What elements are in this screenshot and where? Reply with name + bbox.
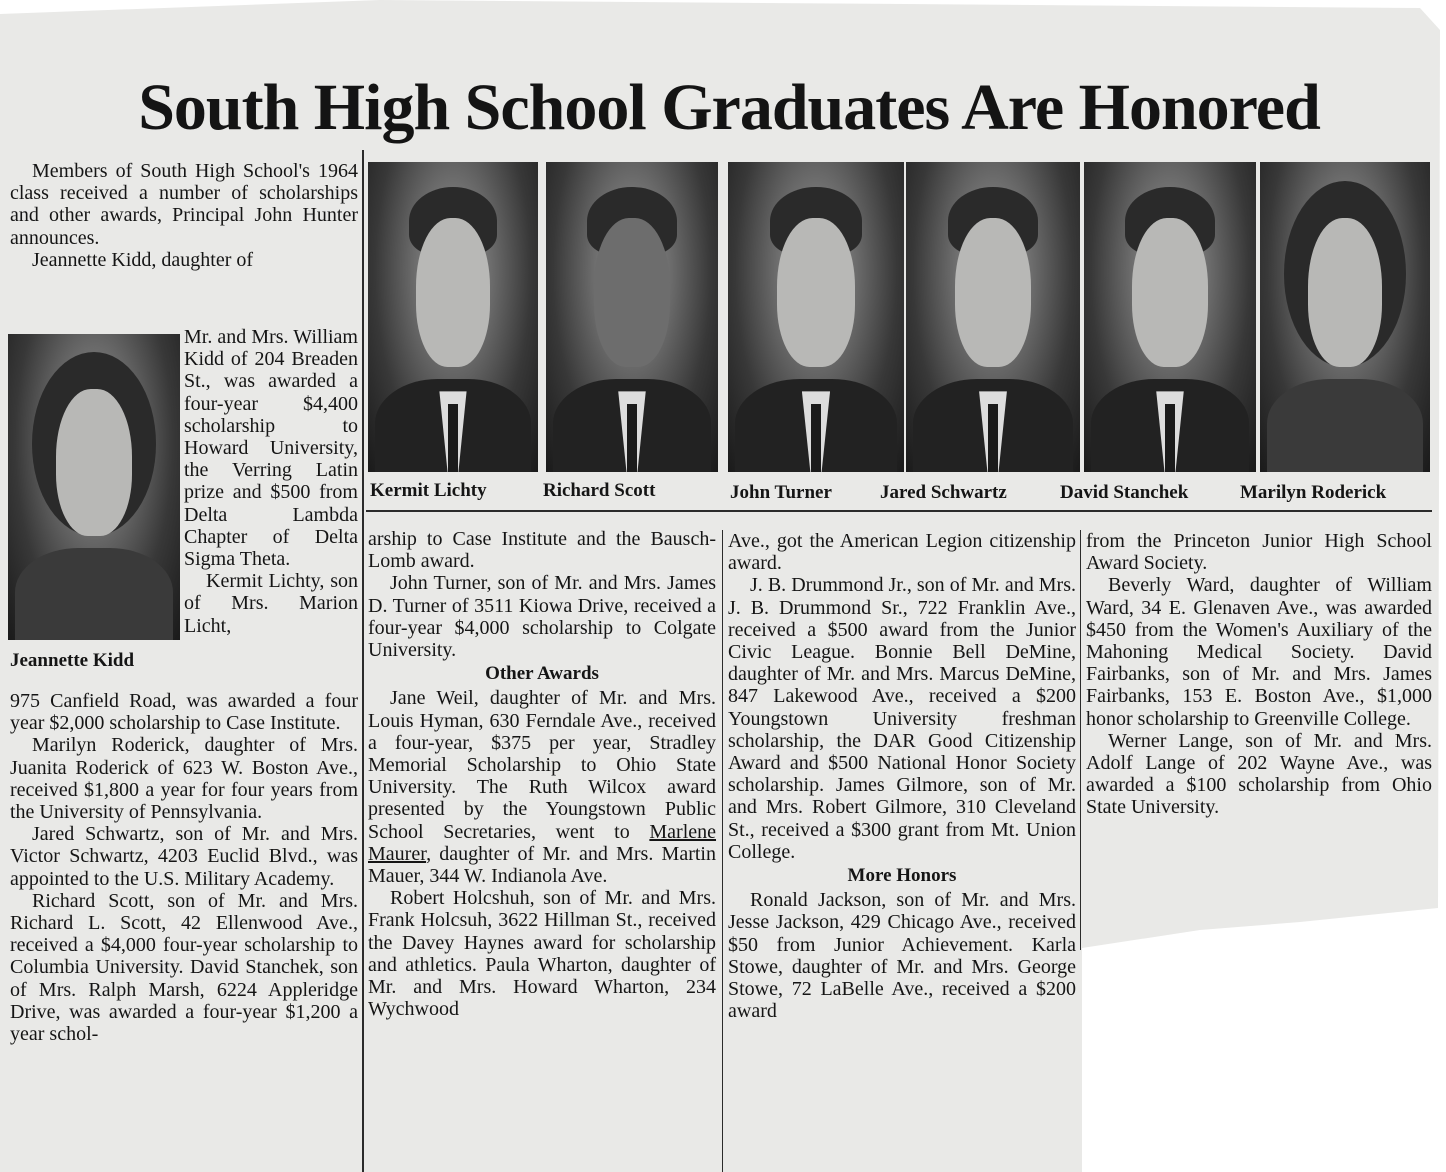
article-paragraph: J. B. Drummond Jr., son of Mr. and Mrs. J. B. Drummond Sr., 722 Franklin Ave., received a $500 award from the Junior Civic League. Bonnie Bell DeMine, daughter of Mr. and Mrs. Marcus DeMine, 847 Lakewood Ave., received a $200 Youngstown University freshman scholarship, the DAR Good Citizenship Award and $500 National Honor Society scholarship. James Gilmore, son of Mr. and Mrs. Robert Gilmore, 310 Cleveland St., received a $300 grant from Mt. Union College. xyxy=(728,574,1076,863)
caption-richard-scott: Richard Scott xyxy=(543,480,656,501)
underlined-name: Marlene Maurer xyxy=(368,820,717,865)
caption-jared-schwartz: Jared Schwartz xyxy=(880,482,1007,503)
section-heading: More Honors xyxy=(847,865,957,887)
article-paragraph: Robert Holcshuh, son of Mr. and Mrs. Frank Holcsuh, 3622 Hillman St., received the Davey Haynes award for scholarship and athletics. Paula Wharton, daughter of Mr. and Mrs. Howard Wharton, 234 Wychwood xyxy=(368,887,716,1021)
divider-horizontal xyxy=(366,510,1432,512)
article-paragraph: Mr. and Mrs. William Kidd of 204 Breaden St., was awarded a four-year $4,400 scholarship to Howard University, the Verring Latin prize and $500 from Delta Lambda Chapter of Delta Sigma Theta. xyxy=(184,326,358,571)
article-paragraph: Richard Scott, son of Mr. and Mrs. Richard L. Scott, 42 Ellenwood Ave., received a $4,000 four-year scholarship to Columbia University. David Stanchek, son of Mrs. Ralph Marsh, 6224 Appleridge Drive, was awarded a four-year $1,200 a year schol- xyxy=(10,889,358,1046)
section-heading: Other Awards xyxy=(485,663,599,685)
article-column-2 xyxy=(368,528,716,1020)
article-paragraph: arship to Case Institute and the Bausch-Lomb award. xyxy=(368,528,716,573)
article-column-1-wrap xyxy=(184,326,358,637)
article-paragraph: Ave., got the American Legion citizenship award. xyxy=(728,530,1076,575)
caption-kermit-lichty: Kermit Lichty xyxy=(370,480,487,501)
divider-vertical xyxy=(362,150,364,1172)
article-paragraph: Marilyn Roderick, daughter of Mrs. Juanita Roderick of 623 W. Boston Ave., received $1,800 a year for four years from the University of Pennsylvania. xyxy=(10,734,358,824)
article-paragraph: from the Princeton Junior High School Award Society. xyxy=(1086,530,1432,575)
article-paragraph: Beverly Ward, daughter of William Ward, 34 E. Glenaven Ave., was awarded $450 from the Women's Auxiliary of the Mahoning Medical Society. David Fairbanks, son of Mr. and Mrs. James Fairbanks, 153 E. Boston Ave., $1,000 honor scholarship to Greenville College. xyxy=(1086,574,1432,730)
photo-jeannette-kidd xyxy=(8,334,180,640)
caption-david-stanchek: David Stanchek xyxy=(1060,482,1189,503)
article-column-1 xyxy=(10,160,358,271)
article-paragraph: Werner Lange, son of Mr. and Mrs. Adolf Lange of 202 Wayne Ave., was awarded a $100 scholarship from Ohio State University. xyxy=(1086,729,1432,819)
photo-john-turner xyxy=(728,162,904,472)
article-paragraph: Jared Schwartz, son of Mr. and Mrs. Victor Schwartz, 4203 Euclid Blvd., was appointed to the U.S. Military Academy. xyxy=(10,823,358,890)
caption-marilyn-roderick: Marilyn Roderick xyxy=(1240,482,1387,503)
divider-vertical xyxy=(1080,530,1081,950)
article-paragraph: Members of South High School's 1964 class received a number of scholarships and other awards, Principal John Hunter announces. xyxy=(10,160,358,249)
photo-richard-scott xyxy=(546,162,718,472)
photo-jared-schwartz xyxy=(906,162,1080,472)
photo-david-stanchek xyxy=(1084,162,1256,472)
article-paragraph: John Turner, son of Mr. and Mrs. James D. Turner of 3511 Kiowa Drive, received a four-year $4,000 scholarship to Colgate University. xyxy=(368,572,716,662)
article-column-1-lower xyxy=(10,690,358,1045)
article-paragraph: Jane Weil, daughter of Mr. and Mrs. Louis Hyman, 630 Ferndale Ave., received a four-year, $375 per year, Stradley Memorial Scholarship to Ohio State University. The Ruth Wilcox award presented by the Youngstown Public School Secretaries, went to Marlene Maurer, daughter of Mr. and Mrs. Martin Mauer, 344 W. Indianola Ave. xyxy=(368,687,717,888)
article-paragraph: 975 Canfield Road, was awarded a four year $2,000 scholarship to Case Institute. xyxy=(10,690,358,735)
caption-john-turner: John Turner xyxy=(730,482,832,503)
divider-vertical xyxy=(722,530,723,1172)
caption-jeannette-kidd: Jeannette Kidd xyxy=(10,650,135,671)
photo-marilyn-roderick xyxy=(1260,162,1430,472)
article-column-3 xyxy=(728,530,1076,1022)
article-column-4 xyxy=(1086,530,1432,819)
article-paragraph: Kermit Lichty, son of Mrs. Marion Licht, xyxy=(184,570,358,637)
photo-kermit-lichty xyxy=(368,162,538,472)
article-paragraph: Jeannette Kidd, daughter of xyxy=(32,248,254,271)
article-paragraph: Ronald Jackson, son of Mr. and Mrs. Jesse Jackson, 429 Chicago Ave., received $50 from Junior Achievement. Karla Stowe, daughter of Mr. and Mrs. George Stowe, 72 LaBelle Ave., received a $200 award xyxy=(728,889,1076,1023)
headline: South High School Graduates Are Honored xyxy=(138,71,1320,144)
